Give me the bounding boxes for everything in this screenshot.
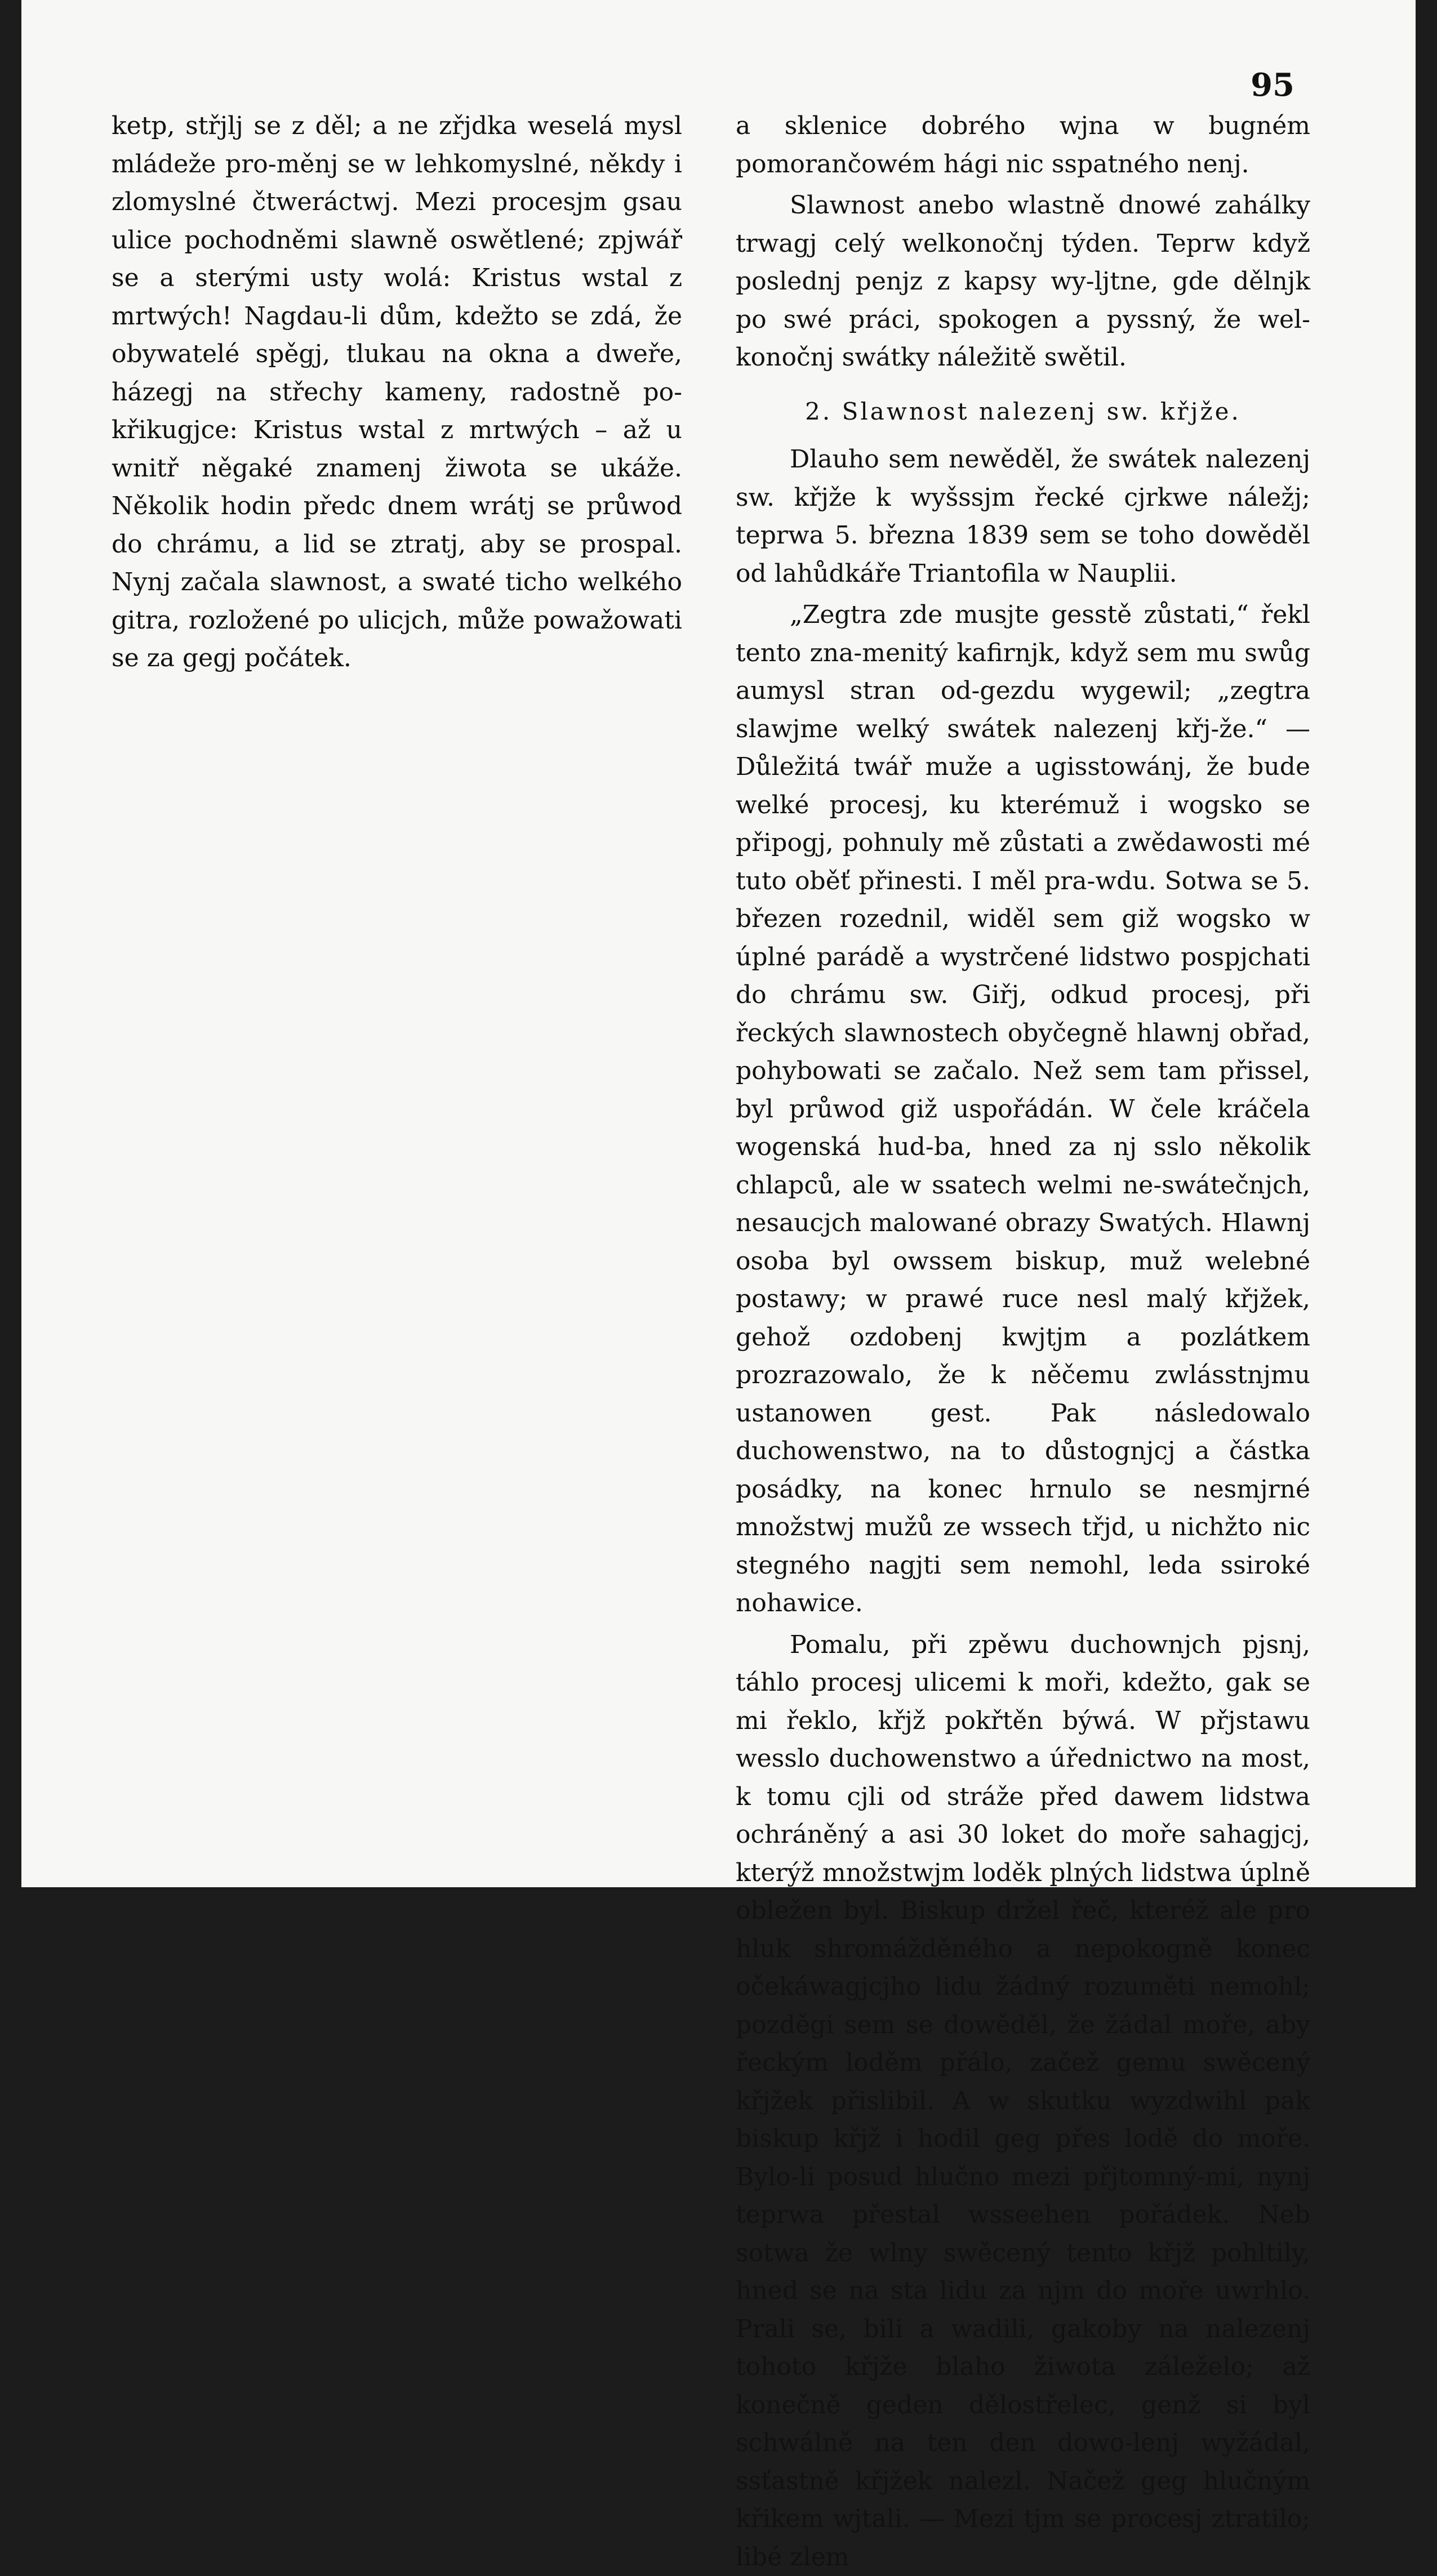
document-page	[21, 0, 1416, 1887]
section-heading: 2. Slawnost nalezenj sw. křjže.	[736, 393, 1310, 431]
page-number: 95	[1251, 66, 1294, 104]
paragraph: a sklenice dobrého wjna w bugném pomorančowém hági nic sspatného nenj.	[736, 107, 1310, 183]
paragraph: Dlauho sem newěděl, že swátek nalezenj sw. křjže k wyšssjm řecké cjrkwe náležj; teprwa 5. března 1839 sem se toho dowěděl od lahůdkáře Triantofila w Nauplii.	[736, 440, 1310, 592]
left-column	[112, 107, 682, 678]
paragraph: ketp, střjlj se z děl; a ne zřjdka weselá mysl mládeže pro-měnj se w lehkomyslné, někdy i zlomyslné čtweráctwj. Mezi procesjm gsau ulice pochodněmi slawně oswětlené; zpjwář se a sterými usty wolá: Kristus wstal z mrtwých! Nagdau-li dům, kdežto se zdá, že obywatelé spěgj, tlukau na okna a dweře, házegj na střechy kameny, radostně po-křikugjce: Kristus wstal z mrtwých – až u wnitř něgaké znamenj žiwota se ukáže. Několik hodin předc dnem wrátj se průwod do chrámu, a lid se ztratj, aby se prospal. Nynj začala slawnost, a swaté ticho welkého gitra, rozložené po ulicjch, může powažowati se za gegj počátek.	[112, 107, 682, 678]
paragraph: „Zegtra zde musjte gesstě zůstati,“ řekl tento zna-menitý kafirnjk, když sem mu swůg aumysl stran od-gezdu wygewil; „zegtra slawjme welký swátek nalezenj křj-že.“ — Důležitá twář muže a ugisstowánj, že bude welké procesj, ku kterémuž i wogsko se připogj, pohnuly mě zůstati a zwědawosti mé tuto oběť přinesti. I měl pra-wdu. Sotwa se 5. březen rozednil, widěl sem giž wogsko w úplné parádě a wystrčené lidstwo pospjchati do chrámu sw. Giřj, odkud procesj, při řeckých slawnostech obyčegně hlawnj obřad, pohybowati se začalo. Než sem tam přissel, byl průwod giž uspořádán. W čele kráčela wogenská hud-ba, hned za nj sslo několik chlapců, ale w ssatech welmi ne-swátečnjch, nesaucjch malowané obrazy Swatých. Hlawnj osoba byl owssem biskup, muž welebné postawy; w prawé ruce nesl malý křjžek, gehož ozdobenj kwjtjm a pozlátkem prozrazowalo, že k něčemu zwlásstnjmu ustanowen gest. Pak následowalo duchowenstwo, na to důstognjcj a částka posádky, na konec hrnulo se nesmjrné množstwj mužů ze wssech třjd, u nichžto nic stegného nagjti sem nemohl, leda ssiroké nohawice.	[736, 596, 1310, 1623]
right-column	[736, 107, 1310, 2576]
paragraph: Slawnost anebo wlastně dnowé zahálky trwagj celý welkonočnj týden. Teprw když poslednj penjz z kapsy wy-ljtne, gde dělnjk po swé práci, spokogen a pyssný, že wel-konočnj swátky náležitě swětil.	[736, 186, 1310, 377]
paragraph: Pomalu, při zpěwu duchownjch pjsnj, táhlo procesj ulicemi k moři, kdežto, gak se mi řeklo, křjž pokřtěn býwá. W přjstawu wesslo duchowenstwo a úřednictwo na most, k tomu cjli od stráže před dawem lidstwa ochráněný a asi 30 loket do moře sahagjcj, kterýž množstwjm loděk plných lidstwa úplně obležen byl. Biskup držel řeč, kteréž ale pro hluk shromážděného a nepokogně konec očekáwagjcjho lidu žádný rozuměti nemohl; pozděgi sem se dowěděl, že žádal moře, aby řeckým loděm přálo, začež gemu swěcený křjžek přislibil. A w skutku wyzdwihl pak biskup křjž i hodil geg přes lodě do moře. Bylo-li posud hlučno mezi přjtomný-mi, nynj teprwa přestal wsseehen pořádek. Neb sotwa že wlny swěcený tento křjž pohltily, hned se na sta lidu za njm do moře uwrhlo. Prali se, bili a wadili, gakoby na nalezenj tohoto křjže blaho žiwota záleželo; až konečně geden dělostřelec, genž si byl schwálně na ten den dowo-lenj wyžádal, ssťastně křjžek nalezl. Načež geg hlučným křikem wjtali. — Mezi tjm se procesj ztratilo; libé zlem	[736, 1626, 1310, 2576]
